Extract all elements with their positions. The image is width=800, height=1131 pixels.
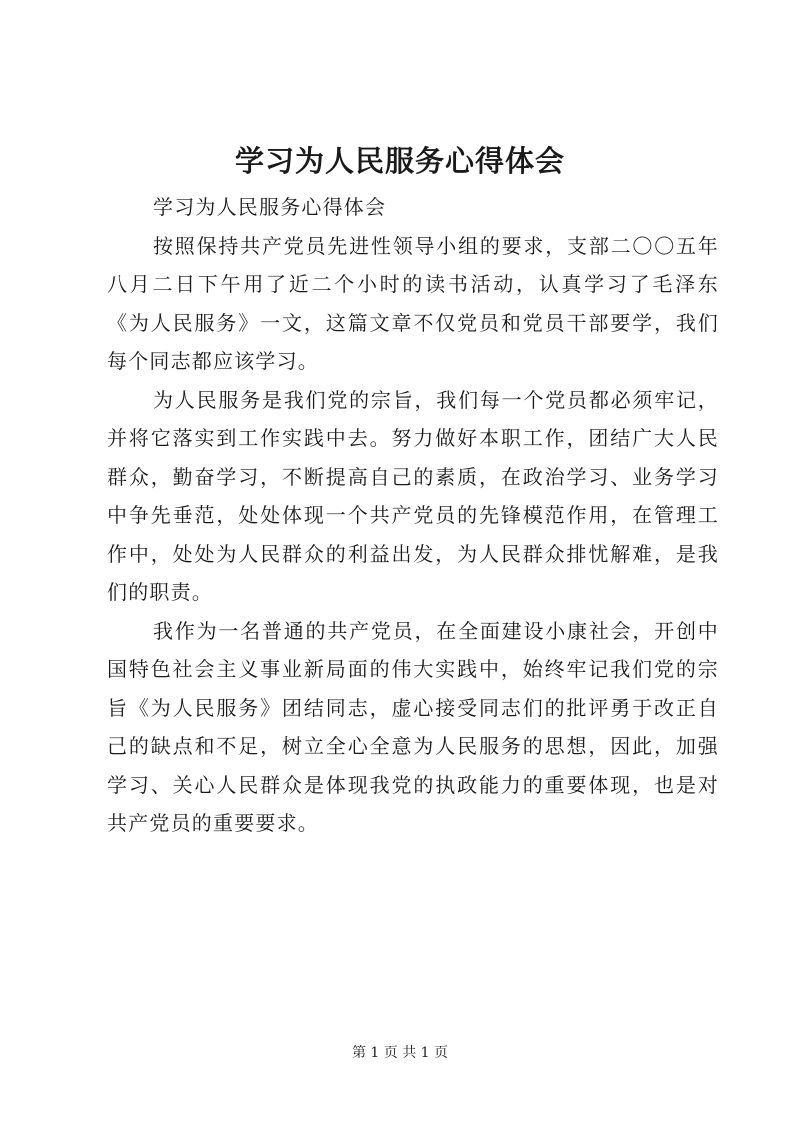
paragraph-subtitle: 学习为人民服务心得体会: [153, 195, 387, 219]
paragraph-2: 为人民服务是我们党的宗旨，我们每一个党员都必须牢记，并将它落实到工作实践中去。努力做好本职工作，团结广大人民群众，勤奋学习，不断提高自己的素质，在政治学习、业务学习中争先垂范，处处体现一个共产党员的先锋模范作用，在管理工作中，处处为人民群众的利益出发，为人民群众排忧解难，是我们的职责。: [107, 387, 719, 604]
page-number-footer: 第 1 页 共 1 页: [351, 1045, 449, 1061]
paragraph-1: 按照保持共产党员先进性领导小组的要求，支部二〇〇五年八月二日下午用了近二个小时的读书活动，认真学习了毛泽东《为人民服务》一文，这篇文章不仅党员和党员干部要学，我们每个同志都应该学习。: [107, 233, 719, 373]
paragraph-3: 我作为一名普通的共产党员，在全面建设小康社会，开创中国特色社会主义事业新局面的伟大实践中，始终牢记我们党的宗旨《为人民服务》团结同志，虚心接受同志们的批评勇于改正自己的缺点和不足，树立全心全意为人民服务的思想，因此，加强学习、关心人民群众是体现我党的执政能力的重要体现，也是对共产党员的重要要求。: [107, 618, 719, 835]
document-title: 学习为人民服务心得体会: [234, 144, 565, 178]
document-body: [107, 188, 719, 843]
